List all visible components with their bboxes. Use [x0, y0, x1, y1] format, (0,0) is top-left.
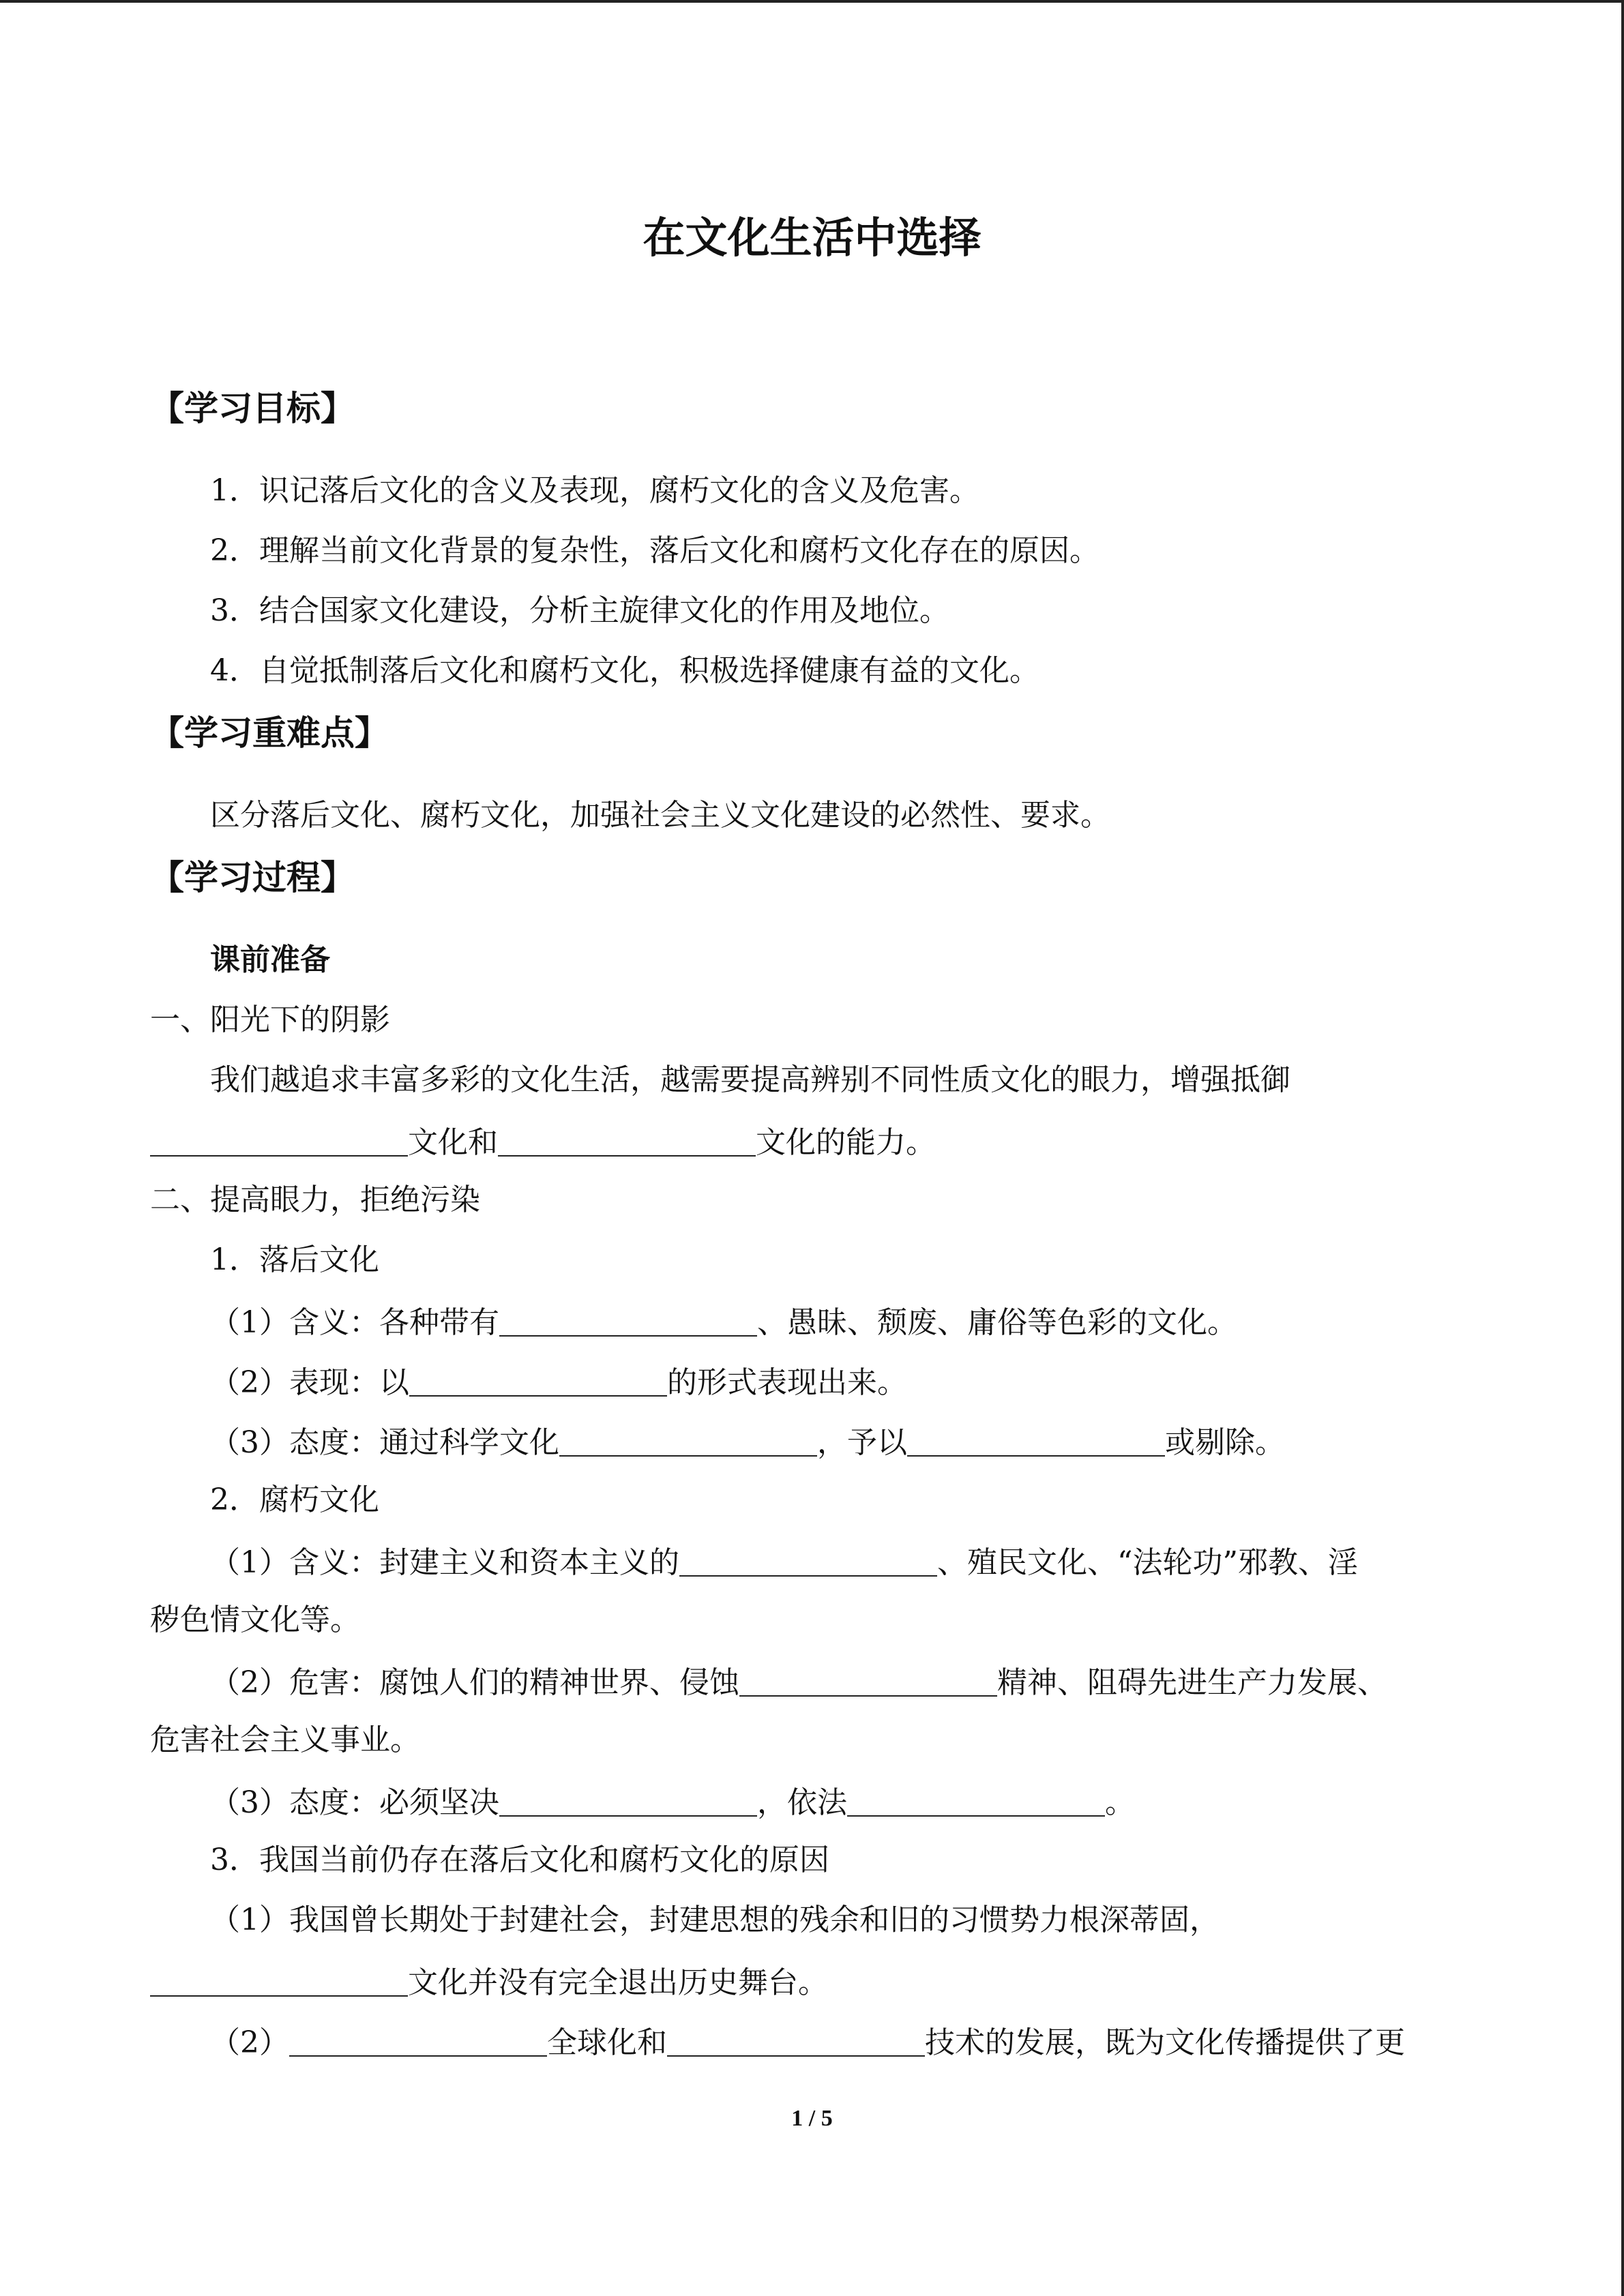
objective-item: 1．识记落后文化的含义及表现，腐朽文化的含义及危害。 [210, 473, 979, 508]
reason-1: （1）我国曾长期处于封建社会，封建思想的残余和旧的习惯势力根深蒂固， [210, 1903, 1220, 1937]
reason-2: （2） 全球化和 技术的发展，既为文化传播提供了更 [210, 2025, 1405, 2060]
backward-form: （2）表现：以 的形式表现出来。 [210, 1365, 907, 1400]
answer-blank[interactable] [847, 1785, 1105, 1817]
part2-title: 二、提高眼力，拒绝污染 [150, 1182, 480, 1217]
answer-blank[interactable] [409, 1365, 667, 1397]
key-points-heading: 【学习重难点】 [150, 713, 389, 753]
decadent-meaning-cont: 秽色情文化等。 [150, 1602, 360, 1637]
answer-blank[interactable] [150, 1125, 408, 1157]
decadent-attitude: （3）态度：必须坚决 ，依法 。 [210, 1785, 1135, 1820]
answer-blank[interactable] [499, 1785, 757, 1817]
decadent-harm-cont: 危害社会主义事业。 [150, 1723, 420, 1757]
answer-blank[interactable] [559, 1425, 817, 1457]
key-points-text: 区分落后文化、腐朽文化，加强社会主义文化建设的必然性、要求。 [210, 798, 1110, 833]
answer-blank[interactable] [498, 1125, 756, 1157]
backward-attitude: （3）态度：通过科学文化 ，予以 或剔除。 [210, 1425, 1285, 1460]
decadent-harm: （2）危害：腐蚀人们的精神世界、侵蚀 精神、阻碍先进生产力发展、 [210, 1665, 1387, 1700]
part1-text: 我们越追求丰富多彩的文化生活，越需要提高辨别不同性质文化的眼力，增强抵御 [210, 1062, 1290, 1097]
reason-1-cont: 文化并没有完全退出历史舞台。 [150, 1965, 828, 1998]
answer-blank[interactable] [907, 1425, 1165, 1457]
page-title: 在文化生活中选择 [643, 213, 981, 263]
objective-item: 3．结合国家文化建设，分析主旋律文化的作用及地位。 [210, 593, 949, 628]
page-number: 1 / 5 [791, 2106, 833, 2131]
objectives-heading: 【学习目标】 [150, 388, 355, 428]
answer-blank[interactable] [499, 1305, 757, 1337]
backward-meaning: （1）含义：各种带有 、愚昧、颓废、庸俗等色彩的文化。 [210, 1305, 1237, 1340]
reason-title: 3．我国当前仍存在落后文化和腐朽文化的原因 [210, 1843, 829, 1877]
part1-title: 一、阳光下的阴影 [150, 1002, 390, 1037]
decadent-meaning: （1）含义：封建主义和资本主义的 、殖民文化、“法轮功”邪教、淫 [210, 1545, 1358, 1580]
objective-item: 2．理解当前文化背景的复杂性，落后文化和腐朽文化存在的原因。 [210, 533, 1099, 568]
answer-blank[interactable] [150, 1965, 408, 1997]
answer-blank[interactable] [739, 1665, 997, 1697]
prep-subheading: 课前准备 [210, 942, 330, 977]
decadent-culture-title: 2．腐朽文化 [210, 1482, 379, 1517]
objective-item: 4．自觉抵制落后文化和腐朽文化，积极选择健康有益的文化。 [210, 653, 1039, 688]
answer-blank[interactable] [289, 2025, 547, 2057]
answer-blank[interactable] [667, 2025, 925, 2057]
page-border-top [0, 0, 1624, 3]
page-border-right [1621, 0, 1624, 2296]
part1-fill-line: 文化和 文化的能力。 [150, 1125, 936, 1158]
backward-culture-title: 1．落后文化 [210, 1242, 379, 1277]
answer-blank[interactable] [679, 1545, 937, 1577]
process-heading: 【学习过程】 [150, 857, 355, 897]
